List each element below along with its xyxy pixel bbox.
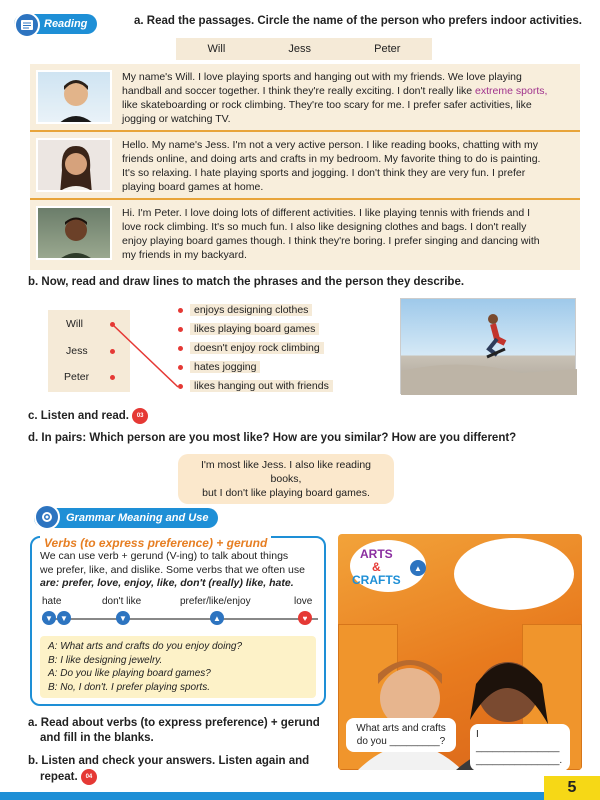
preference-scale-line: [42, 618, 318, 620]
reading-task-c: [28, 408, 148, 424]
rule-line: are: prefer, love, enjoy, like, don't (really) like, hate.: [40, 577, 294, 589]
will-line: My name's Will. I love playing sports and hanging out with my friends. We love playing: [122, 71, 522, 83]
jess-line: Hello. My name's Jess. I'm not a very active person. I like reading books, chatting with my: [122, 139, 539, 151]
phrase-dot[interactable]: [178, 365, 183, 370]
thumbs-down-icon: ▼: [42, 611, 56, 625]
arts-crafts-photo: [338, 534, 582, 770]
peter-line: love rock climbing. It's so much fun. I also like designing clothes and bags. I don't really: [122, 221, 527, 233]
grammar-badge-label: Grammar Meaning and Use: [66, 512, 209, 524]
will-line: like skateboarding or rock climbing. They're too scary for me. I prefer safer activities, like: [122, 99, 532, 111]
task-b-line: [28, 769, 309, 785]
cd-track: 04: [85, 773, 93, 780]
audio-cd-icon[interactable]: [81, 769, 97, 785]
photo-bubble-left: [346, 718, 456, 752]
audio-cd-icon[interactable]: [132, 408, 148, 424]
bubble-line[interactable]: I _______________: [476, 729, 560, 753]
match-name-will: Will: [66, 318, 83, 330]
example-line: A: What arts and crafts do you enjoy doing?: [48, 641, 242, 652]
task-a-line: and fill in the blanks.: [40, 732, 154, 744]
photo-bubble-right: [470, 724, 570, 770]
task-a-line: a. Read about verbs (to express preference) + gerund: [28, 717, 320, 729]
footer-bar: [0, 792, 600, 800]
scale-dont-like: don't like: [102, 596, 142, 607]
skater-illustration: [401, 299, 577, 395]
name-jess[interactable]: Jess: [288, 43, 311, 55]
reading-task-b: b. Now, read and draw lines to match the phrases and the person they describe.: [28, 276, 465, 288]
phrase-dot[interactable]: [178, 346, 183, 351]
jess-line: playing board games at home.: [122, 181, 264, 193]
example-line: A: Do you like playing board games?: [48, 668, 211, 679]
thumbs-down-icon: ▼: [57, 611, 71, 625]
reading-task-a: a. Read the passages. Circle the name of the person who prefers indoor activities.: [134, 15, 582, 27]
phrase-5: likes hanging out with friends: [190, 380, 333, 392]
example-line: B: I like designing jewelry.: [48, 654, 163, 666]
bubble-line: but I don't like playing board games.: [202, 487, 370, 499]
thumbs-down-icon: ▼: [116, 611, 130, 625]
heart-icon: ♥: [298, 611, 312, 625]
bubble-line[interactable]: do you _________?: [356, 736, 446, 747]
bubble-line[interactable]: _______________.: [476, 755, 563, 766]
arts-crafts-sign: [352, 548, 401, 587]
phrase-2: likes playing board games: [190, 323, 319, 335]
bubble-line: What arts and crafts: [356, 723, 446, 734]
will-line: jogging or watching TV.: [122, 113, 231, 125]
peter-line: Hi. I'm Peter. I love doing lots of different activities. I like playing tennis with friends and I: [122, 207, 531, 219]
thumbs-up-icon: ▲: [410, 560, 426, 576]
glossary-term[interactable]: extreme sports,: [475, 85, 548, 97]
grammar-rule: [40, 550, 305, 591]
page-number: 5: [544, 776, 600, 800]
sign-line: ARTS: [360, 547, 393, 561]
cd-track: 03: [136, 413, 144, 419]
scale-hate: hate: [42, 596, 62, 607]
rule-line: we prefer, like, and dislike. Some verbs that we often use: [40, 563, 305, 576]
speech-bubble: [178, 454, 394, 504]
reading-badge-label: Reading: [44, 18, 88, 30]
peter-line: my friends in my backyard.: [122, 249, 247, 261]
task-b-text: repeat.: [40, 771, 78, 784]
thumbs-up-icon: ▲: [210, 611, 224, 625]
grammar-task-a: [28, 716, 320, 746]
rule-line: We can use verb + gerund (V-ing) to talk about things: [40, 550, 289, 562]
jess-line: friends online, and doing arts and crafts in my bedroom. My favorite thing to do is painting.: [122, 153, 541, 165]
will-line-text: handball and soccer together. I think they're really exciting. I don't really like: [122, 85, 476, 97]
match-line-will: [113, 325, 178, 387]
reading-task-d: d. In pairs: Which person are you most like? How are you similar? How are you different?: [28, 432, 517, 444]
skateboard-photo: [400, 298, 576, 394]
phrase-dot[interactable]: [178, 327, 183, 332]
grammar-badge: [34, 508, 218, 528]
sign-line: &: [372, 560, 381, 574]
grammar-examples: [40, 636, 316, 698]
match-name-peter: Peter: [64, 371, 90, 383]
name-will[interactable]: Will: [207, 43, 226, 55]
scale-love: love: [294, 596, 313, 607]
grammar-section-header: [28, 504, 238, 530]
match-name-jess: Jess: [66, 345, 88, 357]
grammar-title: Verbs (to express preference) + gerund: [40, 536, 271, 550]
name-peter[interactable]: Peter: [374, 43, 401, 55]
phrase-dot[interactable]: [178, 384, 183, 389]
grammar-task-b: [28, 754, 309, 785]
task-c-label: c. Listen and read.: [28, 410, 129, 423]
phrase-dot[interactable]: [178, 308, 183, 313]
scale-prefer: prefer/like/enjoy: [180, 596, 251, 607]
bubble-line: I'm most like Jess. I also like reading books,: [200, 459, 372, 485]
phrase-4: hates jogging: [190, 361, 260, 373]
task-b-line: b. Listen and check your answers. Listen again and: [28, 755, 310, 767]
peter-line: enjoy playing board games though. I think they're boring. I prefer singing and dancing with: [122, 235, 540, 247]
grammar-box: [30, 536, 326, 706]
gear-icon: [34, 504, 60, 530]
sign-line: CRAFTS: [352, 573, 401, 587]
phrase-3: doesn't enjoy rock climbing: [190, 342, 324, 354]
example-line: B: No, I don't. I prefer playing sports.: [48, 681, 210, 693]
jess-line: It's so relaxing. I hate playing sports and jogging. I don't think they are very fun. I prefer: [122, 167, 526, 179]
phrase-1: enjoys designing clothes: [190, 304, 312, 316]
